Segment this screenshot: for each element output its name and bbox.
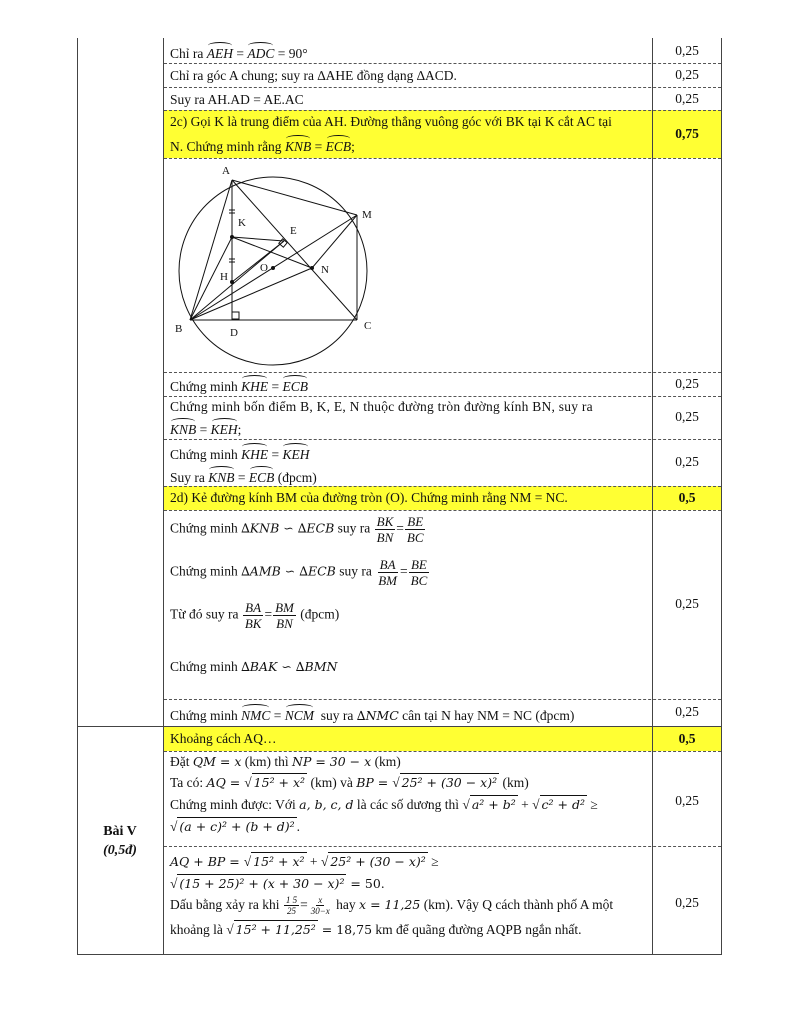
- section-points: (0,5đ): [103, 843, 137, 858]
- angle-aeh: AEH: [207, 42, 233, 63]
- row-separator: [164, 87, 721, 88]
- angle-knb: KNB: [285, 135, 311, 156]
- task-2d-text: 2d) Kẻ đường kính BM của đường tròn (O). Chứng minh rằng NM = NC.: [170, 490, 568, 505]
- fraction: $\frac{x}{30-x}$: [310, 895, 330, 917]
- bai5-heading: Khoảng cách AQ…: [170, 731, 277, 746]
- task-2c-line-2: N. Chứng minh rằng KNB = ECB;: [170, 135, 355, 156]
- row-separator: [164, 110, 721, 111]
- fraction: $\frac{BA}{BK}$: [244, 600, 262, 631]
- row-12-line-4: √ (a + c)² + (b + d)² .: [170, 819, 301, 834]
- row-6-score: 0,25: [675, 409, 699, 424]
- column-divider-1: [163, 38, 164, 955]
- row-separator: [164, 372, 721, 373]
- row-9-line-3: Từ đó suy ra $\frac{BA}{BK}$ = $\frac{BM}{BN}$ (đpcm): [170, 600, 340, 631]
- label-b: B: [175, 323, 183, 335]
- row-13-line-2: √ (15 + 25)² + (x + 30 − x)² = 50.: [170, 876, 385, 891]
- table-right-border: [721, 38, 722, 955]
- angle-khe: KHE: [241, 375, 268, 396]
- label-d: D: [230, 327, 238, 339]
- label-a: A: [222, 165, 230, 177]
- fraction: $\frac{BE}{BC}$: [406, 514, 424, 545]
- section-title: Bài V: [103, 824, 137, 839]
- fraction: $\frac{1 5}{25}$: [285, 895, 298, 917]
- task-2d-score: 0,5: [678, 490, 696, 505]
- fraction: $\frac{BA}{BM}$: [378, 557, 397, 588]
- row-separator: [164, 158, 721, 159]
- angle-knb: KNB: [170, 418, 196, 439]
- table-bottom-border: [77, 954, 722, 955]
- row-3-text: Suy ra AH.AD = AE.AC: [170, 92, 304, 107]
- row-9-score: 0,25: [675, 596, 699, 611]
- row-7-line-1: Chứng minh KHE = KEH: [170, 443, 309, 464]
- row-1-score: 0,25: [675, 43, 699, 58]
- row-3-score: 0,25: [675, 91, 699, 106]
- row-13-line-3: Dấu bằng xảy ra khi $\frac{1 5}{25}$ = $\frac{x}{30-x}$ hay x = 11,25 (km). Vậy Q cách thành phố A một: [170, 895, 614, 917]
- table-left-border: [77, 38, 78, 955]
- angle-keh: KEH: [282, 443, 309, 464]
- row-separator: [164, 396, 721, 397]
- section-divider: [77, 726, 722, 727]
- row-9-line-1: Chứng minh ∆KNB ∽ ∆ECB suy ra $\frac{BK}{BN}$ = $\frac{BE}{BC}$: [170, 514, 424, 545]
- fraction: $\frac{BK}{BN}$: [376, 514, 394, 545]
- row-12-line-1: Đặt QM = x (km) thì NP = 30 − x (km): [170, 754, 401, 769]
- row-separator: [164, 846, 721, 847]
- row-2-score: 0,25: [675, 67, 699, 82]
- row-13-line-4: khoảng là √ 15² + 11,25² = 18,75 km để quãng đường AQPB ngắn nhất.: [170, 922, 582, 937]
- row-7-score: 0,25: [675, 454, 699, 469]
- fraction: $\frac{BE}{BC}$: [410, 557, 428, 588]
- angle-ecb: ECB: [282, 375, 308, 396]
- label-o: O: [260, 262, 268, 274]
- angle-ncm: NCM: [285, 704, 314, 725]
- row-9-line-4: Chứng minh ∆BAK ∽ ∆BMN: [170, 659, 338, 674]
- label-c: C: [364, 320, 372, 332]
- row-separator: [164, 751, 721, 752]
- row-13-line-1: AQ + BP = √ 15² + x² + √ 25² + (30 − x)² ≥: [170, 854, 439, 869]
- row-6-line-2: KNB = KEH;: [170, 418, 241, 439]
- task-2c-line-1: 2c) Gọi K là trung điểm của AH. Đường thẳng vuông góc với BK tại K cắt AC tại: [170, 114, 612, 129]
- row-5-score: 0,25: [675, 376, 699, 391]
- circle-o: [179, 177, 367, 365]
- label-m: M: [362, 209, 372, 221]
- angle-knb: KNB: [208, 466, 234, 487]
- row-5-text: Chứng minh KHE = ECB: [170, 375, 308, 396]
- geometry-figure: [170, 162, 380, 370]
- row-separator: [164, 510, 721, 511]
- row-1-text: Chỉ ra AEH = ADC = 90°: [170, 42, 308, 63]
- row-13-score: 0,25: [675, 895, 699, 910]
- row-separator: [164, 699, 721, 700]
- angle-keh: KEH: [211, 418, 238, 439]
- bai5-score: 0,5: [678, 731, 696, 746]
- fraction: $\frac{BM}{BN}$: [275, 600, 294, 631]
- label-k: K: [238, 217, 246, 229]
- angle-khe: KHE: [241, 443, 268, 464]
- row-2-text: Chỉ ra góc A chung; suy ra ∆AHE đồng dạng ∆ACD.: [170, 68, 457, 83]
- row-6-line-1: Chứng minh bốn điểm B, K, E, N thuộc đường tròn đường kính BN, suy ra: [170, 399, 593, 414]
- label-h: H: [220, 271, 228, 283]
- row-separator: [164, 63, 721, 64]
- row-12-line-3: Chứng minh được: Với a, b, c, d là các số dương thì √ a² + b² + √ c² + d² ≥: [170, 797, 598, 812]
- row-10-score: 0,25: [675, 704, 699, 719]
- angle-ecb: ECB: [326, 135, 352, 156]
- row-separator: [164, 439, 721, 440]
- row-9-line-2: Chứng minh ∆AMB ∽ ∆ECB suy ra $\frac{BA}{BM}$ = $\frac{BE}{BC}$: [170, 557, 428, 588]
- row-12-score: 0,25: [675, 793, 699, 808]
- label-e: E: [290, 225, 297, 237]
- angle-adc: ADC: [247, 42, 274, 63]
- row-7-line-2: Suy ra KNB = ECB (đpcm): [170, 466, 317, 487]
- label-n: N: [321, 264, 329, 276]
- row-12-line-2: Ta có: AQ = √ 15² + x² (km) và BP = √ 25² + (30 − x)² (km): [170, 775, 529, 790]
- angle-ecb: ECB: [249, 466, 275, 487]
- row-10-text: Chứng minh NMC = NCM suy ra ∆NMC cân tại N hay NM = NC (đpcm): [170, 704, 574, 725]
- task-2c-score: 0,75: [675, 126, 699, 141]
- angle-nmc: NMC: [241, 704, 270, 725]
